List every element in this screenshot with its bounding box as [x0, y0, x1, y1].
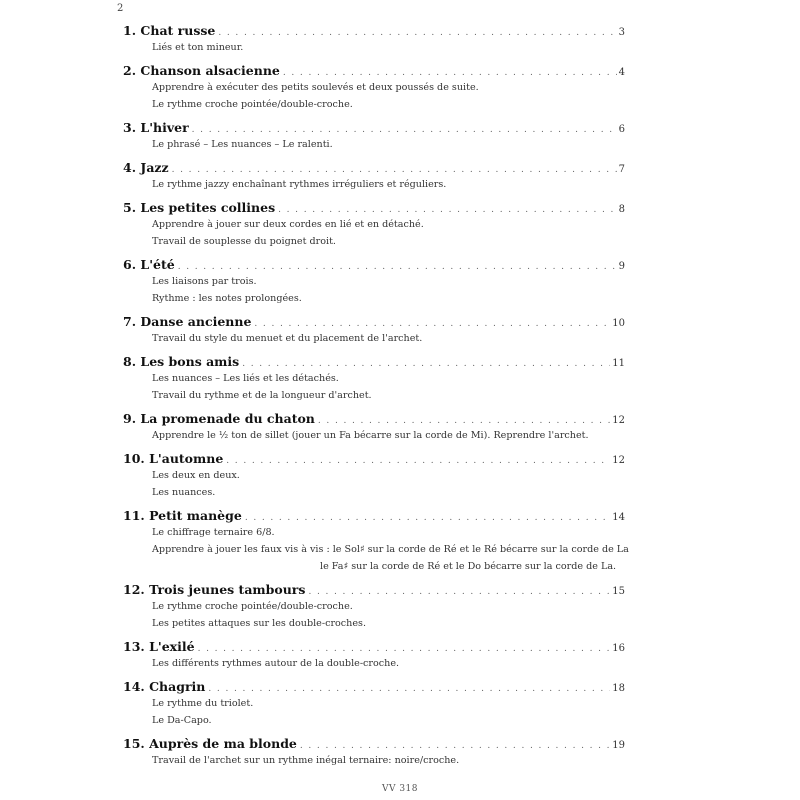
entry-title: 11. Petit manège	[123, 508, 242, 523]
entry-description: Les nuances.	[152, 487, 216, 498]
entry-title: 8. Les bons amis	[123, 354, 240, 369]
entry-title: 14. Chagrin	[123, 679, 206, 694]
entry-description: Apprendre à jouer sur deux cordes en lié et en détaché.	[152, 219, 424, 230]
catalog-footer: VV 318	[381, 784, 419, 794]
entry-description: Rythme : les notes prolongées.	[152, 293, 302, 304]
toc-entry-6	[123, 257, 625, 307]
entry-description: Les différents rythmes autour de la double-croche.	[152, 658, 400, 669]
entry-description: Apprendre à jouer les faux vis à vis : le Sol♯ sur la corde de Ré et le Ré bécarre sur la corde de La	[152, 544, 629, 555]
entry-description: Le rythme jazzy enchaînant rythmes irréguliers et réguliers.	[152, 179, 447, 190]
entry-page-number: 11	[612, 358, 625, 369]
entry-description: Le phrasé – Les nuances – Le ralenti.	[152, 139, 333, 150]
dot-leader	[278, 205, 616, 215]
toc-entry-13	[123, 639, 625, 672]
toc-entry-5	[123, 200, 625, 250]
entry-title: 10. L'automne	[123, 451, 224, 466]
entry-description: Les petites attaques sur les double-croches.	[152, 618, 367, 629]
entry-page-number: 10	[612, 318, 625, 329]
entry-description: Les deux en deux.	[152, 470, 240, 481]
dot-leader	[242, 359, 610, 369]
toc-entry-8	[123, 354, 625, 404]
entry-description: Le Da-Capo.	[152, 715, 212, 726]
entry-title: 2. Chanson alsacienne	[123, 63, 280, 78]
toc-entry-3	[123, 120, 625, 153]
toc-entry-11	[123, 508, 629, 575]
dot-leader	[192, 125, 617, 135]
entry-description: Apprendre à exécuter des petits soulevés et deux poussés de suite.	[152, 82, 479, 93]
page-number: 2	[117, 3, 124, 14]
entry-description-continued: le Fa♯ sur la corde de Ré et le Do bécarre sur la corde de La.	[320, 561, 617, 572]
dot-leader	[208, 684, 610, 694]
dot-leader	[300, 741, 610, 751]
entry-description: Le rythme croche pointée/double-croche.	[152, 601, 353, 612]
entry-description: Le rythme du triolet.	[152, 698, 254, 709]
entry-description: Liés et ton mineur.	[152, 42, 244, 53]
entry-page-number: 7	[618, 164, 625, 175]
entry-description: Les liaisons par trois.	[152, 276, 257, 287]
entry-title: 9. La promenade du chaton	[123, 411, 315, 426]
entry-page-number: 12	[612, 455, 625, 466]
toc-entry-10	[123, 451, 625, 501]
toc-entry-1	[123, 23, 625, 56]
entry-page-number: 6	[618, 124, 625, 135]
entry-description: Travail de souplesse du poignet droit.	[152, 236, 336, 247]
entry-title: 6. L'été	[123, 257, 175, 272]
entry-title: 4. Jazz	[123, 160, 169, 175]
dot-leader	[198, 644, 611, 654]
entry-description: Le rythme croche pointée/double-croche.	[152, 99, 353, 110]
entry-description: Travail de l'archet sur un rythme inégal ternaire: noire/croche.	[152, 755, 460, 766]
dot-leader	[245, 513, 610, 523]
dot-leader	[218, 28, 616, 38]
entry-description: Le chiffrage ternaire 6/8.	[152, 527, 275, 538]
toc-entry-9	[123, 411, 625, 444]
entry-page-number: 8	[618, 204, 625, 215]
toc-entry-7	[123, 314, 625, 347]
entry-page-number: 19	[612, 740, 625, 751]
entry-page-number: 9	[618, 261, 625, 272]
entry-page-number: 16	[612, 643, 625, 654]
dot-leader	[178, 262, 617, 272]
dot-leader	[308, 587, 610, 597]
entry-page-number: 4	[618, 67, 625, 78]
entry-title: 15. Auprès de ma blonde	[123, 736, 297, 751]
toc-entry-14	[123, 679, 625, 729]
entry-description: Les nuances – Les liés et les détachés.	[152, 373, 339, 384]
table-of-contents	[123, 23, 629, 769]
entry-page-number: 3	[618, 27, 625, 38]
toc-entry-2	[123, 63, 625, 113]
toc-entry-12	[123, 582, 625, 632]
toc-entry-15	[123, 736, 625, 769]
entry-page-number: 12	[612, 415, 625, 426]
entry-title: 13. L'exilé	[123, 639, 195, 654]
entry-page-number: 14	[612, 512, 625, 523]
entry-description: Travail du rythme et de la longueur d'archet.	[152, 390, 372, 401]
dot-leader	[254, 319, 610, 329]
entry-description: Travail du style du menuet et du placement de l'archet.	[152, 333, 423, 344]
dot-leader	[283, 68, 617, 78]
entry-title: 12. Trois jeunes tambours	[123, 582, 306, 597]
dot-leader	[226, 456, 610, 466]
entry-description: Apprendre le ½ ton de sillet (jouer un Fa bécarre sur la corde de Mi). Reprendre l'archet.	[152, 430, 589, 441]
dot-leader	[172, 165, 617, 175]
entry-page-number: 15	[612, 586, 625, 597]
entry-page-number: 18	[612, 683, 625, 694]
entry-title: 3. L'hiver	[123, 120, 189, 135]
entry-title: 5. Les petites collines	[123, 200, 276, 215]
dot-leader	[318, 416, 610, 426]
entry-title: 1. Chat russe	[123, 23, 216, 38]
entry-title: 7. Danse ancienne	[123, 314, 252, 329]
toc-entry-4	[123, 160, 625, 193]
